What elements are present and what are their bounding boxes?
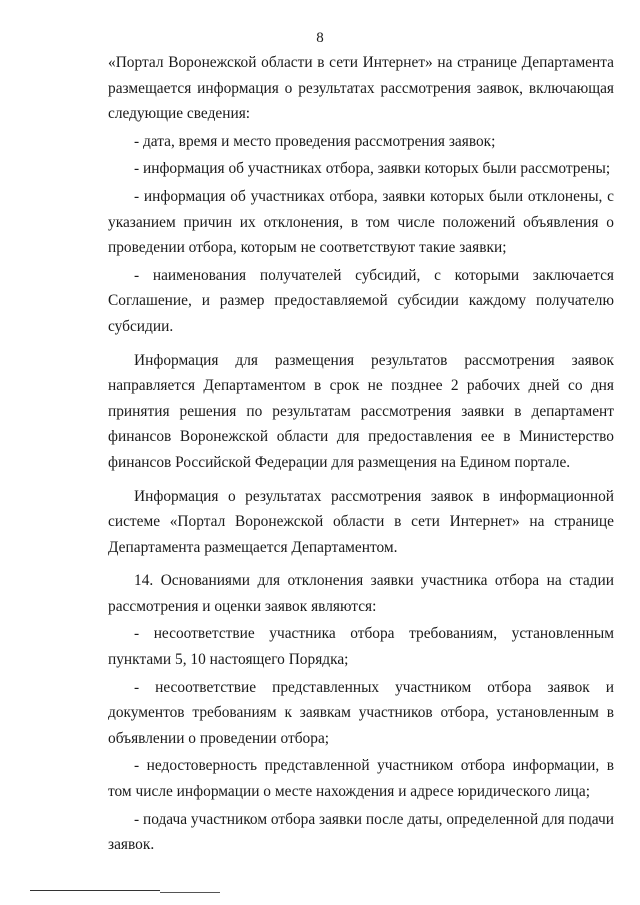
list-item-rejected-participants: - информация об участниках отбора, заявки которых были отклонены, с указанием причин их отклонения, в том числе положений объявления о проведении отбора, которым не соответствуют такие заявки; [108, 187, 614, 257]
list-item-late-submission: - подача участником отбора заявки после даты, определенной для подачи заявок. [108, 810, 615, 854]
document-body [108, 50, 614, 858]
list-item-subsidy-recipients: - наименования получателей субсидий, с которыми заключается Соглашение, и размер предоставляемой субсидии каждому получателю субсидии. [108, 266, 614, 335]
list-item-requirements-mismatch: - несоответствие участника отбора требованиям, установленным пунктами 5, 10 настоящего Порядка; [108, 625, 614, 669]
list-item-false-information: - недостоверность представленной участником отбора информации, в том числе информации о месте нахождения и адресе юридического лица; [108, 757, 614, 801]
list-item-reviewed-participants: - информация об участниках отбора, заявки которых были рассмотрены; [134, 160, 611, 178]
footer-rule-segment [160, 892, 220, 893]
paragraph-rejection-grounds: 14. Основаниями для отклонения заявки участника отбора на стадии рассмотрения и оценки заявок являются: [108, 572, 614, 615]
paragraph-portal-info: «Портал Воронежской области в сети Интернет» на странице Департамента размещается информация о результатах рассмотрения заявок, включающая следующие сведения: [108, 54, 614, 123]
page-number: 8 [316, 30, 324, 46]
paragraph-results-sending: Информация для размещения результатов рассмотрения заявок направляется Департаментом в срок не позднее 2 рабочих дней со дня принятия решения по результатам рассмотрения заявки в департамент финансов Воронежской области для предоставления ее в Министерство финансов Российской Федерации для размещения на Едином портале. [108, 351, 614, 471]
paragraph-results-publication: Информация о результатах рассмотрения заявок в информационной системе «Портал Воронежской области в сети Интернет» на странице Департамента размещается Департаментом. [108, 487, 614, 556]
footer-rule [30, 890, 160, 891]
list-item-documents-mismatch: - несоответствие представленных участником отбора заявок и документов требованиям к заявкам участников отбора, установленным в объявлении о проведении отбора; [108, 678, 614, 747]
list-item-date-time-place: - дата, время и место проведения рассмотрения заявок; [134, 132, 496, 150]
